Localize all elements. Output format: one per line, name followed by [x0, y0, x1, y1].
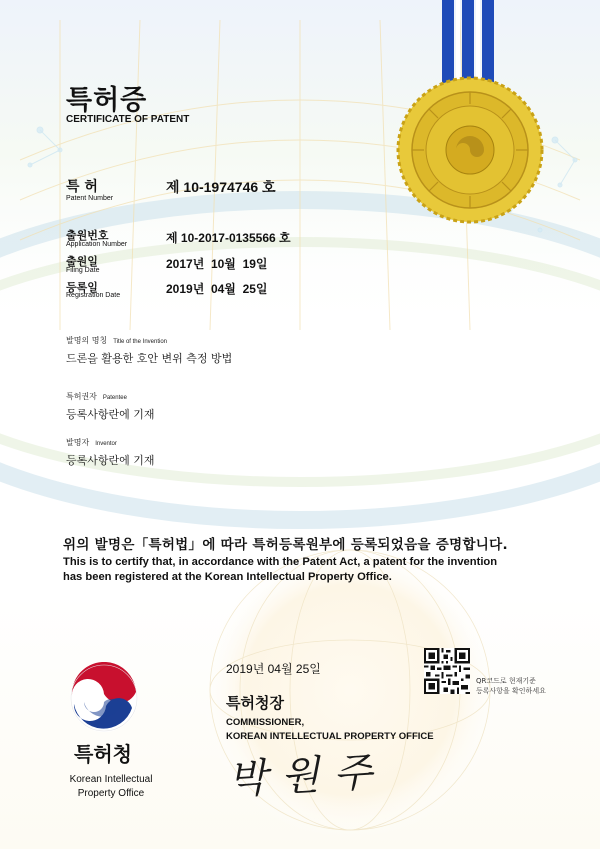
- invention-title-label-ko: 발명의 명칭: [66, 336, 108, 345]
- qr-instruction-line-2: 등록사항을 확인하세요: [476, 687, 546, 695]
- inventor-value: 등록사항란에 기재: [66, 454, 155, 467]
- commissioner-signature: 박원주: [227, 748, 388, 804]
- commissioner-title-en: [226, 716, 434, 744]
- kipo-name: 특허청: [74, 742, 132, 766]
- application-number-value: 제 10-2017-0135566 호: [166, 231, 291, 245]
- kipo-name-en: [56, 773, 166, 801]
- certification-text-ko: 위의 발명은「특허법」에 따라 특허등록원부에 등록되었음을 증명합니다.: [63, 537, 508, 553]
- patentee-label-en: Patentee: [102, 395, 127, 401]
- application-number-label: 출원번호: [66, 229, 109, 242]
- patent-number-label: 특 허: [66, 179, 98, 195]
- commissioner-title: 특허청장: [226, 694, 284, 712]
- certification-text-en-line-1: This is to certify that, in accordance with the Patent Act, a patent for the invention: [63, 556, 498, 568]
- certification-text-en: [63, 555, 563, 585]
- patentee-value: 등록사항란에 기재: [66, 408, 155, 421]
- kipo-logo-icon: [68, 662, 140, 734]
- filing-date-label: 출원일: [66, 255, 98, 268]
- application-number-label-en: Application Number: [66, 241, 128, 248]
- patentee-label-ko: 특허권자: [66, 392, 97, 401]
- invention-title-label-en: Title of the Invention: [113, 339, 167, 345]
- inventor-label-ko: 발명자: [66, 438, 90, 447]
- registration-date-label: 등록일: [66, 281, 98, 294]
- registration-date-label-en: Registration Date: [66, 292, 121, 299]
- kipo-name-en-line-1: Korean Intellectual: [69, 774, 153, 785]
- qr-instruction: [476, 676, 546, 696]
- invention-title-label: [66, 335, 167, 346]
- patentee-label: [66, 391, 127, 402]
- inventor-label: [66, 437, 117, 448]
- commissioner-title-en-line-2: KOREAN INTELLECTUAL PROPERTY OFFICE: [226, 731, 434, 742]
- patent-number-label-en: Patent Number: [66, 195, 114, 202]
- qr-code-icon[interactable]: [424, 648, 470, 694]
- invention-title-value: 드론을 활용한 호안 변위 측정 방법: [66, 352, 233, 365]
- certification-text-en-line-2: has been registered at the Korean Intellectual Property Office.: [63, 571, 392, 583]
- filing-date-value: 2017년 10월 19일: [166, 257, 268, 271]
- certificate-title: 특허증: [66, 85, 148, 116]
- gold-seal-icon: [394, 0, 550, 232]
- registration-date-value: 2019년 04월 25일: [166, 282, 268, 296]
- certificate-title-en: CERTIFICATE OF PATENT: [66, 114, 190, 125]
- filing-date-label-en: Filing Date: [66, 267, 100, 274]
- issue-date: 2019년 04월 25일: [226, 662, 321, 676]
- patent-number-value: 제 10-1974746 호: [166, 179, 276, 195]
- kipo-name-en-line-2: Property Office: [77, 788, 145, 799]
- commissioner-title-en-line-1: COMMISSIONER,: [226, 717, 305, 728]
- qr-instruction-line-1: QR코드로 현재기준: [476, 677, 536, 685]
- inventor-label-en: Inventor: [95, 441, 117, 447]
